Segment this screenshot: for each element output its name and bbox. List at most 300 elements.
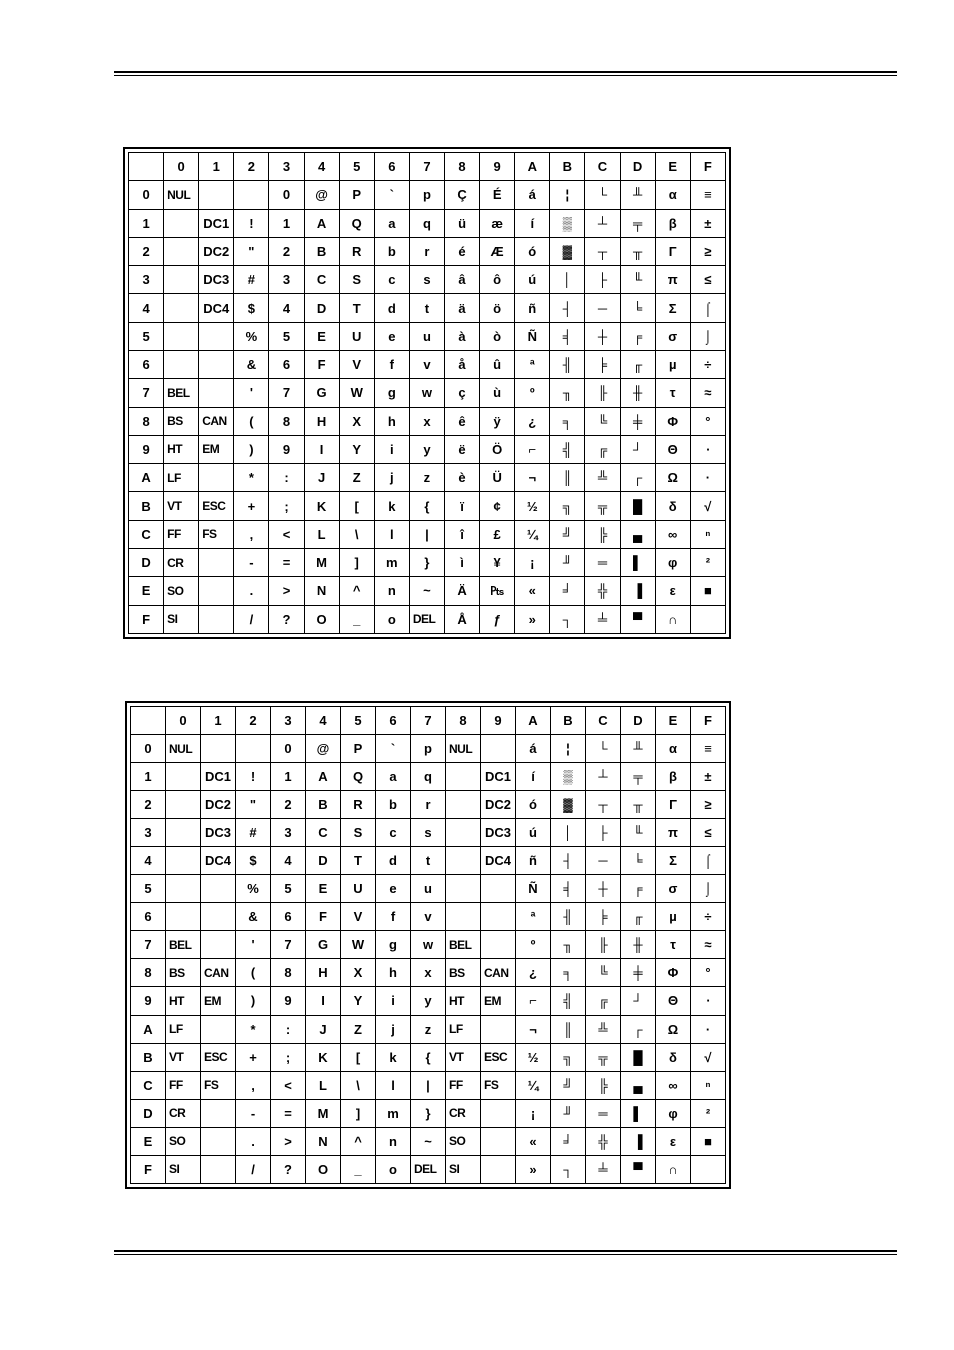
char-cell: g	[376, 931, 411, 959]
row-header: 3	[129, 266, 164, 294]
char-cell: E	[306, 875, 341, 903]
char-cell: &	[234, 350, 269, 378]
char-cell: «	[516, 1127, 551, 1155]
column-header: 5	[341, 707, 376, 735]
row-header: 8	[129, 407, 164, 435]
char-cell: W	[339, 379, 374, 407]
char-cell: ╠	[585, 520, 620, 548]
char-cell: NUL	[446, 735, 481, 763]
char-cell: C	[306, 819, 341, 847]
char-cell: O	[306, 1155, 341, 1183]
char-cell: ₧	[480, 577, 515, 605]
char-cell: ¥	[480, 548, 515, 576]
char-cell: ∞	[655, 520, 690, 548]
char-cell: O	[304, 605, 339, 634]
char-cell: SO	[164, 577, 199, 605]
column-header: A	[515, 153, 550, 181]
char-cell: ¼	[515, 520, 550, 548]
char-cell: U	[341, 875, 376, 903]
char-cell: º	[515, 379, 550, 407]
char-cell: ┘	[621, 987, 656, 1015]
char-cell: Z	[339, 464, 374, 492]
char-cell	[201, 1127, 236, 1155]
char-cell: ╚	[586, 959, 621, 987]
char-cell: s	[409, 266, 444, 294]
char-cell: ;	[271, 1043, 306, 1071]
table-row	[129, 577, 726, 605]
char-cell: [	[339, 492, 374, 520]
char-cell: °	[691, 959, 726, 987]
char-cell: D	[306, 847, 341, 875]
char-cell: I	[306, 987, 341, 1015]
char-cell: é	[444, 237, 479, 265]
top-rule	[114, 71, 897, 76]
char-cell	[199, 181, 234, 209]
table-row	[129, 379, 726, 407]
char-cell: i	[376, 987, 411, 1015]
char-cell: ¿	[515, 407, 550, 435]
char-cell: Q	[341, 763, 376, 791]
char-cell: L	[304, 520, 339, 548]
char-cell: J	[304, 464, 339, 492]
char-cell: ╣	[550, 435, 585, 463]
char-cell: ⌠	[691, 847, 726, 875]
char-cell: ═	[586, 1099, 621, 1127]
char-cell: └	[585, 181, 620, 209]
char-cell: ¡	[515, 548, 550, 576]
row-header: 0	[129, 181, 164, 209]
char-cell: í	[516, 763, 551, 791]
char-cell	[199, 605, 234, 634]
char-cell: ╞	[585, 350, 620, 378]
char-cell: DEL	[411, 1155, 446, 1183]
char-cell	[481, 1155, 516, 1183]
column-header: 9	[481, 707, 516, 735]
table-row	[131, 847, 726, 875]
char-cell: â	[444, 266, 479, 294]
char-cell: 0	[271, 735, 306, 763]
row-header: 7	[131, 931, 166, 959]
char-cell: φ	[656, 1099, 691, 1127]
table-row	[129, 464, 726, 492]
char-cell: ╗	[551, 1043, 586, 1071]
char-cell: ≤	[691, 819, 726, 847]
char-cell: SI	[166, 1155, 201, 1183]
char-cell: b	[376, 791, 411, 819]
row-header: 7	[129, 379, 164, 407]
char-cell: T	[339, 294, 374, 322]
character-table-1	[123, 147, 731, 639]
char-cell: )	[234, 435, 269, 463]
char-cell: ½	[516, 1043, 551, 1071]
table-row	[129, 266, 726, 294]
char-cell: 3	[271, 819, 306, 847]
char-cell	[446, 819, 481, 847]
char-cell: f	[376, 903, 411, 931]
char-cell: σ	[655, 322, 690, 350]
char-cell: ╥	[621, 791, 656, 819]
row-header: 8	[131, 959, 166, 987]
char-cell	[446, 791, 481, 819]
char-cell: ²	[691, 1099, 726, 1127]
table-row	[131, 1099, 726, 1127]
row-header: E	[129, 577, 164, 605]
char-cell: ▄	[620, 520, 655, 548]
char-cell: CR	[164, 548, 199, 576]
char-cell: 9	[269, 435, 304, 463]
char-cell: o	[376, 1155, 411, 1183]
table-row	[131, 931, 726, 959]
char-cell: J	[306, 1015, 341, 1043]
char-cell: û	[480, 350, 515, 378]
char-cell: ╤	[620, 209, 655, 237]
char-cell: ?	[269, 605, 304, 634]
char-cell: Z	[341, 1015, 376, 1043]
char-cell: ±	[691, 763, 726, 791]
char-cell: »	[515, 605, 550, 634]
row-header: 5	[131, 875, 166, 903]
row-header: A	[129, 464, 164, 492]
char-cell: Q	[339, 209, 374, 237]
char-cell: ª	[516, 903, 551, 931]
char-cell	[481, 1127, 516, 1155]
row-header: C	[129, 520, 164, 548]
char-cell: "	[234, 237, 269, 265]
char-cell: *	[234, 464, 269, 492]
char-cell	[481, 1015, 516, 1043]
char-cell	[166, 791, 201, 819]
char-cell: █	[621, 1043, 656, 1071]
char-cell	[690, 605, 725, 634]
char-cell: HT	[166, 987, 201, 1015]
char-cell: ¡	[516, 1099, 551, 1127]
char-cell: ╦	[586, 1043, 621, 1071]
char-cell: °	[690, 407, 725, 435]
header-row	[131, 707, 726, 735]
char-cell: VT	[164, 492, 199, 520]
column-header: E	[656, 707, 691, 735]
char-cell: ≥	[691, 791, 726, 819]
char-cell: q	[411, 763, 446, 791]
char-cell: ╙	[620, 266, 655, 294]
char-cell: DC4	[201, 847, 236, 875]
char-cell: ⁿ	[690, 520, 725, 548]
char-cell: 4	[269, 294, 304, 322]
row-header: A	[131, 1015, 166, 1043]
char-cell: ½	[515, 492, 550, 520]
table-row	[131, 791, 726, 819]
char-cell: ¢	[480, 492, 515, 520]
char-cell: ║	[551, 1015, 586, 1043]
char-cell: ]	[339, 548, 374, 576]
char-cell	[199, 464, 234, 492]
char-cell: Θ	[655, 435, 690, 463]
char-cell: t	[409, 294, 444, 322]
char-cell: R	[341, 791, 376, 819]
char-cell: CR	[446, 1099, 481, 1127]
char-cell: Φ	[655, 407, 690, 435]
table-row	[129, 492, 726, 520]
char-cell: /	[234, 605, 269, 634]
char-cell: 3	[269, 266, 304, 294]
char-cell: ┴	[585, 209, 620, 237]
char-cell: 2	[271, 791, 306, 819]
char-cell: FF	[446, 1071, 481, 1099]
char-cell: ╘	[621, 847, 656, 875]
char-cell: ∩	[655, 605, 690, 634]
char-cell: @	[306, 735, 341, 763]
char-cell: ê	[444, 407, 479, 435]
char-cell: «	[515, 577, 550, 605]
char-cell: ╟	[585, 379, 620, 407]
table-row	[131, 875, 726, 903]
char-cell: 5	[269, 322, 304, 350]
char-cell: Ü	[480, 464, 515, 492]
char-cell: »	[516, 1155, 551, 1183]
char-cell: <	[271, 1071, 306, 1099]
char-cell: |	[411, 1071, 446, 1099]
char-cell: DC1	[201, 763, 236, 791]
char-cell: FS	[199, 520, 234, 548]
char-cell: ╠	[586, 1071, 621, 1099]
char-cell: *	[236, 1015, 271, 1043]
char-cell: "	[236, 791, 271, 819]
char-cell: k	[376, 1043, 411, 1071]
char-cell: |	[409, 520, 444, 548]
char-cell: BS	[446, 959, 481, 987]
char-cell: #	[234, 266, 269, 294]
column-header: 8	[444, 153, 479, 181]
char-cell: ƒ	[480, 605, 515, 634]
table-row	[129, 181, 726, 209]
column-header: 1	[199, 153, 234, 181]
row-header: 6	[129, 350, 164, 378]
char-cell	[166, 763, 201, 791]
table-row	[129, 605, 726, 634]
char-cell: ,	[234, 520, 269, 548]
column-header: 5	[339, 153, 374, 181]
char-cell: ┤	[551, 847, 586, 875]
table-row	[131, 819, 726, 847]
char-cell: √	[690, 492, 725, 520]
char-cell: Y	[339, 435, 374, 463]
char-cell: ÷	[690, 350, 725, 378]
char-cell: ;	[269, 492, 304, 520]
column-header: D	[620, 153, 655, 181]
char-cell: ë	[444, 435, 479, 463]
char-cell: £	[480, 520, 515, 548]
char-cell: (	[236, 959, 271, 987]
char-cell: │	[551, 819, 586, 847]
char-cell: Ö	[480, 435, 515, 463]
char-cell: T	[341, 847, 376, 875]
char-cell: µ	[656, 903, 691, 931]
char-cell: d	[376, 847, 411, 875]
char-cell: ù	[480, 379, 515, 407]
column-header: 6	[376, 707, 411, 735]
char-cell: Σ	[656, 847, 691, 875]
char-cell: n	[374, 577, 409, 605]
char-cell: a	[376, 763, 411, 791]
row-header: 5	[129, 322, 164, 350]
char-cell: +	[234, 492, 269, 520]
char-cell: 1	[269, 209, 304, 237]
char-cell: ,	[236, 1071, 271, 1099]
char-cell: ╫	[621, 931, 656, 959]
char-cell: ¿	[516, 959, 551, 987]
char-cell: EM	[201, 987, 236, 1015]
char-cell: BEL	[164, 379, 199, 407]
column-header: 9	[480, 153, 515, 181]
row-header: B	[129, 492, 164, 520]
char-cell: .	[234, 577, 269, 605]
char-cell: ε	[656, 1127, 691, 1155]
char-cell: DC3	[199, 266, 234, 294]
char-cell: │	[550, 266, 585, 294]
char-cell: ╪	[620, 407, 655, 435]
char-cell: á	[515, 181, 550, 209]
column-header: C	[585, 153, 620, 181]
char-cell: x	[409, 407, 444, 435]
row-header: C	[131, 1071, 166, 1099]
char-cell: j	[376, 1015, 411, 1043]
char-cell: z	[411, 1015, 446, 1043]
column-header: 4	[304, 153, 339, 181]
character-table-2	[125, 701, 731, 1189]
char-cell	[199, 577, 234, 605]
char-cell: p	[411, 735, 446, 763]
row-header: 4	[131, 847, 166, 875]
char-cell: g	[374, 379, 409, 407]
char-cell: %	[234, 322, 269, 350]
table-row	[131, 1071, 726, 1099]
char-cell: ?	[271, 1155, 306, 1183]
char-cell: 8	[269, 407, 304, 435]
char-cell: j	[374, 464, 409, 492]
char-cell: `	[376, 735, 411, 763]
char-cell: (	[234, 407, 269, 435]
char-cell: X	[341, 959, 376, 987]
char-cell	[236, 735, 271, 763]
char-cell: R	[339, 237, 374, 265]
char-cell: u	[411, 875, 446, 903]
char-cell: y	[411, 987, 446, 1015]
char-cell: X	[339, 407, 374, 435]
char-cell: q	[409, 209, 444, 237]
char-cell: ╓	[621, 903, 656, 931]
char-cell: ò	[480, 322, 515, 350]
char-cell: ¬	[515, 464, 550, 492]
char-cell: $	[234, 294, 269, 322]
row-header: 2	[129, 237, 164, 265]
char-cell: ▀	[620, 605, 655, 634]
char-cell: ▒	[551, 763, 586, 791]
char-cell: M	[304, 548, 339, 576]
char-cell: ┤	[550, 294, 585, 322]
char-cell: ╒	[621, 875, 656, 903]
char-cell: ╬	[585, 577, 620, 605]
char-cell: p	[409, 181, 444, 209]
char-cell: d	[374, 294, 409, 322]
char-cell: 2	[269, 237, 304, 265]
char-cell: ─	[585, 294, 620, 322]
char-cell: ┘	[620, 435, 655, 463]
char-cell: l	[374, 520, 409, 548]
char-cell: ╦	[585, 492, 620, 520]
char-cell: ^	[339, 577, 374, 605]
char-cell: ö	[480, 294, 515, 322]
char-cell: t	[411, 847, 446, 875]
char-cell: B	[304, 237, 339, 265]
char-cell: Γ	[655, 237, 690, 265]
char-cell: >	[271, 1127, 306, 1155]
char-cell	[481, 1099, 516, 1127]
table-row	[129, 520, 726, 548]
char-cell: ▌	[620, 548, 655, 576]
table-row	[129, 322, 726, 350]
char-cell: }	[409, 548, 444, 576]
char-cell: +	[236, 1043, 271, 1071]
char-cell: u	[409, 322, 444, 350]
char-cell: 5	[271, 875, 306, 903]
char-cell: x	[411, 959, 446, 987]
char-cell: %	[236, 875, 271, 903]
char-cell: à	[444, 322, 479, 350]
char-cell: @	[304, 181, 339, 209]
char-cell: ÿ	[480, 407, 515, 435]
char-cell: ║	[550, 464, 585, 492]
char-cell: LF	[164, 464, 199, 492]
char-cell: ESC	[201, 1043, 236, 1071]
char-cell: B	[306, 791, 341, 819]
char-cell: Ω	[655, 464, 690, 492]
char-cell: ~	[409, 577, 444, 605]
column-header: D	[621, 707, 656, 735]
char-cell: e	[374, 322, 409, 350]
char-cell	[164, 209, 199, 237]
char-cell: BEL	[446, 931, 481, 959]
char-cell: ═	[585, 548, 620, 576]
char-cell: ┼	[586, 875, 621, 903]
char-cell: ╢	[551, 903, 586, 931]
char-cell: ▓	[551, 791, 586, 819]
char-cell: l	[376, 1071, 411, 1099]
char-cell: V	[341, 903, 376, 931]
char-cell: M	[306, 1099, 341, 1127]
char-cell: -	[234, 548, 269, 576]
char-cell: ┬	[586, 791, 621, 819]
char-cell: CAN	[481, 959, 516, 987]
char-cell: FF	[164, 520, 199, 548]
char-cell: ╚	[585, 407, 620, 435]
char-cell: ≈	[690, 379, 725, 407]
char-cell: 7	[269, 379, 304, 407]
char-cell: ╔	[586, 987, 621, 1015]
char-cell: H	[304, 407, 339, 435]
char-cell: ╩	[586, 1015, 621, 1043]
char-cell	[164, 237, 199, 265]
char-cell: ESC	[199, 492, 234, 520]
table-row	[129, 435, 726, 463]
char-cell: Σ	[655, 294, 690, 322]
column-header: 0	[164, 153, 199, 181]
char-cell: DC3	[481, 819, 516, 847]
char-cell: P	[339, 181, 374, 209]
char-cell: ñ	[515, 294, 550, 322]
table-row	[131, 1043, 726, 1071]
char-cell	[446, 875, 481, 903]
char-cell: ▀	[621, 1155, 656, 1183]
